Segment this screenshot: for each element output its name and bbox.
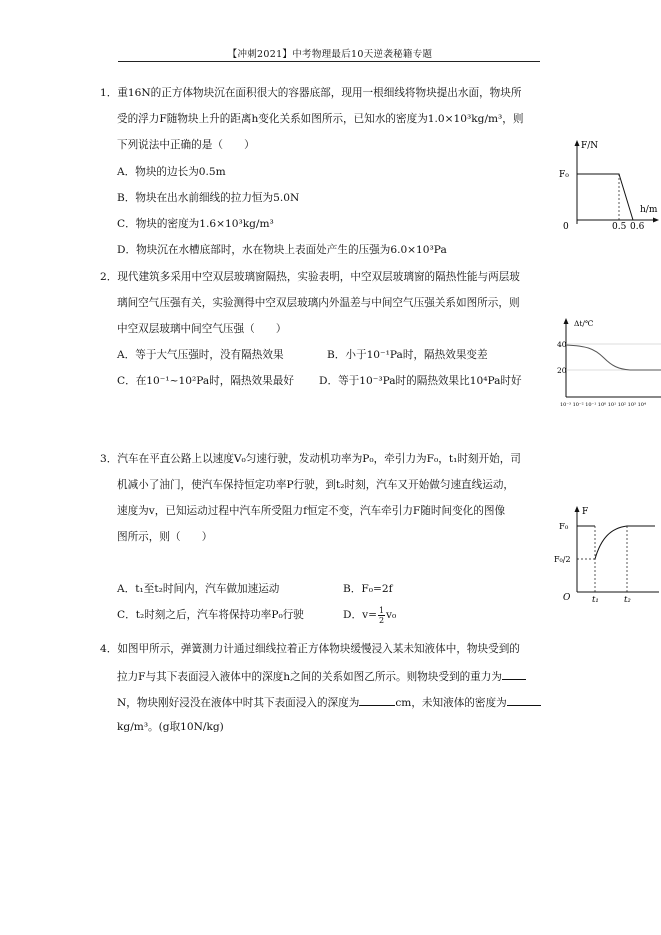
q4-line4: kg/m³。(g取10N/kg): [117, 721, 224, 733]
q2-option-c: C．在10⁻¹~10²Pa时，隔热效果最好: [117, 375, 294, 387]
q2-line2: 璃间空气压强有关，实验测得中空双层玻璃内外温差与中间空气压强关系如图所示，则: [117, 297, 520, 309]
q4-blank-depth: [359, 694, 395, 706]
q4-line1: 4．如图甲所示，弹簧测力计通过细线拉着正方体物块缓慢浸入某未知液体中，物块受到的: [100, 643, 520, 655]
q1-option-b: B．物块在出水前细线的拉力恒为5.0N: [117, 192, 300, 204]
q3-graph-origin: O: [563, 593, 571, 603]
page-header: 【冲刺2021】中考物理最后10天逆袭秘籍专题: [227, 49, 433, 60]
q3-option-d-fraction: [378, 606, 385, 625]
q3-graph-t2: t₂: [624, 595, 631, 605]
q2-line3: 中空双层玻璃中间空气压强（ ）: [117, 323, 287, 335]
q2-option-b: B．小于10⁻¹Pa时，隔热效果变差: [327, 349, 488, 361]
q1-graph-ylabel: F/N: [581, 141, 599, 151]
q1-option-a: A．物块的边长为0.5m: [117, 166, 226, 178]
q1-line1: 1．重16N的正方体物块沉在面积很大的容器底部，现用一根细线将物块提出水面，物块所: [100, 87, 522, 99]
q2-line1: 2．现代建筑多采用中空双层玻璃窗隔热，实验表明，中空双层玻璃窗的隔热性能与两层玻: [100, 271, 520, 283]
q2-option-d: D．等于10⁻³Pa时的隔热效果比10⁴Pa时好: [319, 375, 522, 387]
q3-graph-ylabel: F: [582, 507, 589, 517]
fraction-numerator: 1: [378, 605, 385, 615]
q3-graph: [555, 500, 661, 605]
q3-graph-f0-half: F₀/2: [554, 555, 571, 564]
q3-graph-t1: t₁: [592, 595, 599, 605]
q1-graph: [555, 132, 661, 232]
q1-option-d: D．物块沉在水槽底部时，水在物块上表面处产生的压强为6.0×10³Pa: [117, 244, 447, 256]
q3-graph-f0: F₀: [559, 522, 569, 532]
q3-option-d: [343, 605, 396, 625]
q4-line2: [117, 668, 526, 684]
q1-option-c: C．物块的密度为1.6×10³kg/m³: [117, 218, 274, 230]
q4-line3-text-b: cm，未知液体的密度为: [395, 697, 507, 709]
fraction-denominator: 2: [378, 615, 385, 625]
q3-option-a: A．t₁至t₂时间内，汽车做加速运动: [117, 583, 280, 595]
q1-graph-yvalue: F₀: [559, 170, 569, 180]
q1-graph-x1: 0.5: [612, 222, 627, 232]
q2-graph-xticks: 10⁻³ 10⁻² 10⁻¹ 10⁰ 10¹ 10² 10³ 10⁴: [560, 402, 646, 408]
q2-graph-ylabel: Δt/℃: [574, 319, 594, 328]
q4-line2-text: 拉力F与其下表面浸入液体中的深度h之间的关系如图乙所示。则物块受到的重力为: [117, 671, 502, 683]
q4-line3: [117, 694, 541, 710]
q4-line3-text-a: N，物块刚好浸没在液体中时其下表面浸入的深度为: [117, 697, 360, 709]
q1-graph-xlabel: h/m: [640, 205, 658, 215]
q3-line1: 3．汽车在平直公路上以速度V₀匀速行驶，发动机功率为P₀，牵引力为F₀，t₁时刻开始，司: [100, 453, 521, 465]
q3-line2: 机减小了油门，使汽车保持恒定功率P行驶，到t₂时刻，汽车又开始做匀速直线运动，: [117, 479, 515, 491]
q1-graph-origin: 0: [563, 222, 569, 232]
q2-option-a: A．等于大气压强时，没有隔热效果: [117, 349, 284, 361]
header-divider: [118, 61, 540, 62]
q4-blank-density: [507, 694, 541, 706]
q3-line4: 图所示，则（ ）: [117, 531, 213, 543]
q3-option-d-label: D．v=: [343, 609, 377, 621]
q3-option-c: C．t₂时刻之后，汽车将保持功率P₀行驶: [117, 609, 304, 621]
q3-option-d-suffix: v₀: [386, 609, 397, 621]
q3-line3: 速度为v，已知运动过程中汽车所受阻力f恒定不变，汽车牵引力F随时间变化的图像: [117, 505, 506, 517]
q3-option-b: B．F₀=2f: [343, 583, 393, 595]
q1-line2: 受的浮力F随物块上升的距离h变化关系如图所示，已知水的密度为1.0×10³kg/m³，则: [117, 113, 524, 125]
q2-graph: [558, 312, 661, 410]
q4-blank-weight: [502, 668, 526, 680]
q2-graph-y40: 40: [557, 340, 567, 349]
q2-graph-y20: 20: [557, 366, 567, 375]
q1-line3: 下列说法中正确的是（ ）: [117, 139, 255, 151]
q1-graph-x2: 0.6: [630, 222, 645, 232]
